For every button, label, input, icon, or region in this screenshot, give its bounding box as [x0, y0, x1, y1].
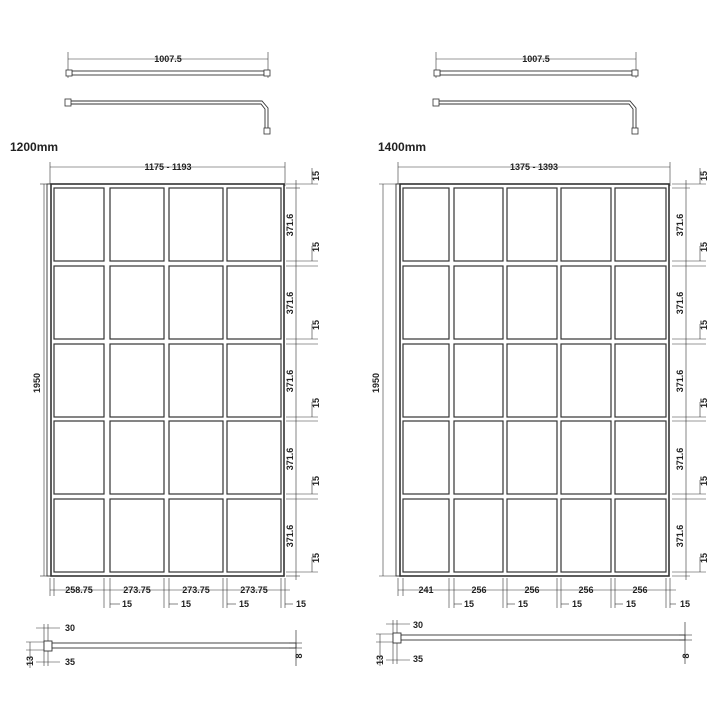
grid-pane	[454, 421, 503, 494]
grid-pane	[169, 421, 223, 494]
arm-length-label: 1007.5	[522, 54, 550, 64]
col-width-label: 256	[471, 585, 487, 595]
profile-label-a: 30	[65, 623, 76, 633]
grid-pane	[454, 499, 503, 572]
grid-pane	[561, 188, 611, 261]
gap-label: 15	[311, 241, 321, 253]
gap-label: 15	[679, 599, 691, 609]
arm-length-label: 1007.5	[154, 54, 182, 64]
grid-pane	[403, 188, 449, 261]
gap-label: 15	[699, 475, 709, 487]
grid-pane	[561, 421, 611, 494]
grid-pane	[54, 421, 104, 494]
width-range-label: 1175 - 1193	[144, 162, 192, 172]
grid-pane	[227, 421, 281, 494]
grid-pane	[615, 344, 666, 417]
profile-label-c: 13	[375, 654, 385, 666]
panel-1200	[10, 52, 321, 668]
panel-title: 1400mm	[378, 140, 427, 154]
grid-pane	[403, 421, 449, 494]
width-range-label: 1375 - 1393	[509, 162, 559, 172]
row-height-label: 371.6	[285, 291, 295, 315]
gap-label: 15	[699, 552, 709, 564]
grid-pane	[110, 421, 164, 494]
col-width-label: 241	[418, 585, 434, 595]
profile-glass	[52, 643, 296, 648]
height-label: 1950	[32, 372, 42, 394]
gap-label: 15	[238, 599, 250, 609]
grid-pane	[227, 188, 281, 261]
arm-end-cap	[632, 70, 638, 76]
gap-label: 15	[311, 552, 321, 564]
grid-pane	[561, 266, 611, 339]
gap-label: 15	[463, 599, 475, 609]
profile-label-d: 8	[294, 653, 304, 659]
grid-pane	[110, 344, 164, 417]
grid-pane	[54, 499, 104, 572]
row-height-label: 371.6	[285, 524, 295, 548]
grid-pane	[403, 344, 449, 417]
grid-pane	[54, 344, 104, 417]
row-height-label: 371.6	[285, 369, 295, 393]
profile-label-d: 8	[681, 653, 691, 659]
glass-panel-frame	[51, 184, 284, 576]
row-height-label: 371.6	[675, 369, 685, 393]
row-height-label: 371.6	[675, 447, 685, 471]
grid-pane	[403, 266, 449, 339]
gap-label: 15	[699, 241, 709, 253]
arm-wall-bracket	[65, 99, 71, 106]
grid-pane	[110, 266, 164, 339]
grid-pane	[507, 499, 557, 572]
grid-pane	[561, 499, 611, 572]
row-height-label: 371.6	[285, 447, 295, 471]
gap-label: 15	[311, 475, 321, 487]
gap-label: 15	[311, 170, 321, 182]
gap-label: 15	[180, 599, 192, 609]
grid-pane	[615, 266, 666, 339]
col-width-label: 273.75	[123, 585, 151, 595]
grid-pane	[507, 421, 557, 494]
gap-label: 15	[311, 397, 321, 409]
grid-panes	[403, 188, 666, 572]
col-width-label: 256	[524, 585, 540, 595]
grid-pane	[403, 499, 449, 572]
row-height-label: 371.6	[285, 213, 295, 237]
row-height-label: 371.6	[675, 524, 685, 548]
grid-pane	[110, 499, 164, 572]
grid-pane	[169, 188, 223, 261]
gap-label: 15	[517, 599, 529, 609]
col-width-label: 256	[632, 585, 648, 595]
row-height-label: 371.6	[675, 213, 685, 237]
col-width-label: 258.75	[65, 585, 93, 595]
arm-wall-bracket	[433, 99, 439, 106]
glass-panel-frame	[400, 184, 669, 576]
grid-pane	[615, 499, 666, 572]
grid-pane	[507, 266, 557, 339]
arm-end-cap	[264, 70, 270, 76]
profile-glass	[401, 635, 685, 640]
profile-label-a: 30	[413, 620, 424, 630]
grid-pane	[110, 188, 164, 261]
row-height-label: 371.6	[675, 291, 685, 315]
col-width-label: 273.75	[240, 585, 268, 595]
grid-pane	[454, 266, 503, 339]
profile-label-b: 35	[65, 657, 76, 667]
support-arm-top	[72, 71, 264, 75]
grid-pane	[227, 499, 281, 572]
grid-pane	[507, 188, 557, 261]
profile-channel	[393, 633, 401, 643]
gap-label: 15	[699, 319, 709, 331]
profile-label-c: 13	[25, 655, 35, 667]
gap-label: 15	[121, 599, 133, 609]
support-arm-side	[438, 101, 636, 130]
gap-label: 15	[311, 319, 321, 331]
gap-label: 15	[699, 170, 709, 182]
arm-foot	[264, 128, 270, 134]
arm-end-cap	[434, 70, 440, 76]
grid-pane	[561, 344, 611, 417]
gap-label: 15	[295, 599, 307, 609]
grid-pane	[615, 188, 666, 261]
profile-label-b: 35	[413, 654, 424, 664]
grid-pane	[169, 499, 223, 572]
arm-foot	[632, 128, 638, 134]
gap-label: 15	[571, 599, 583, 609]
col-width-label: 256	[578, 585, 594, 595]
profile-channel	[44, 641, 52, 651]
support-arm-top	[440, 71, 632, 75]
support-arm-side	[70, 101, 268, 130]
grid-pane	[227, 344, 281, 417]
panel-title: 1200mm	[10, 140, 59, 154]
height-label: 1950	[371, 372, 381, 394]
profile-section	[376, 620, 692, 666]
grid-pane	[507, 344, 557, 417]
grid-pane	[454, 344, 503, 417]
grid-pane	[227, 266, 281, 339]
gap-label: 15	[625, 599, 637, 609]
grid-pane	[454, 188, 503, 261]
gap-label: 15	[699, 397, 709, 409]
grid-panes	[54, 188, 281, 572]
grid-pane	[54, 266, 104, 339]
grid-pane	[169, 344, 223, 417]
grid-pane	[615, 421, 666, 494]
col-width-label: 273.75	[182, 585, 210, 595]
panel-1400	[371, 52, 709, 666]
arm-end-cap	[66, 70, 72, 76]
grid-pane	[54, 188, 104, 261]
grid-pane	[169, 266, 223, 339]
